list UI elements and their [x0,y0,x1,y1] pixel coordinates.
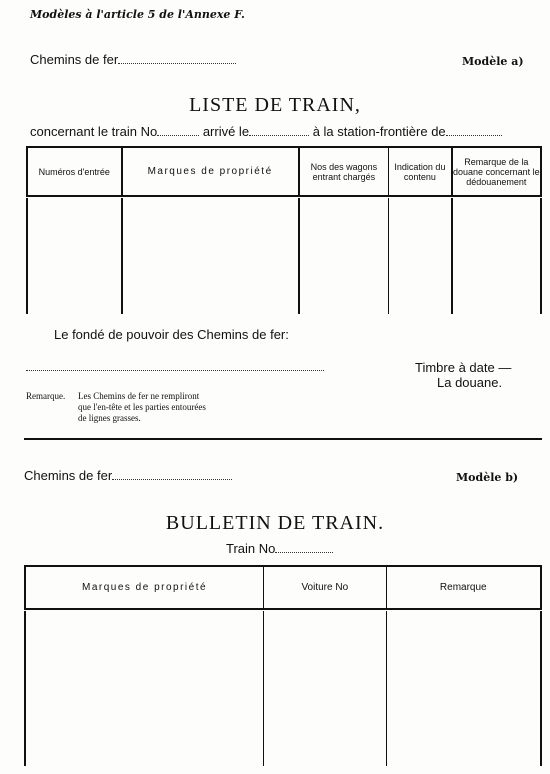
model-a-railways-label: Chemins de fer [30,52,119,67]
col-b-car-number: Voiture No [264,567,387,609]
remark-prefix: Remarque. [26,391,66,401]
proxy-signature-field[interactable] [26,360,324,371]
train-no-field[interactable] [157,125,199,136]
customs-label: La douane. [437,375,503,390]
cell-wagon-numbers[interactable] [299,198,389,314]
col-property-marks: Marques de propriété [122,148,299,196]
col-contents: Indication du contenu [389,148,452,196]
model-a-train-line [30,124,502,139]
cell-customs-remark[interactable] [452,198,541,314]
annex-header: Modèles à l'article 5 de l'Annexe F. [30,8,245,21]
proxy-label: Le fondé de pouvoir des Chemins de fer: [54,327,289,342]
col-b-remark: Remarque [386,567,541,609]
remark-line: que l'en-tête et les parties entourées [78,402,206,412]
model-a-label: Modèle a) [462,55,524,68]
arrived-label: arrivé le [202,124,250,139]
model-b-railways-label: Chemins de fer [24,468,113,483]
cell-property-marks[interactable] [122,198,299,314]
model-b-label: Modèle b) [456,471,519,484]
model-b-train-label: Train No [226,541,276,556]
col-customs-remark: Remarque de la douane concernant le dédouanement [452,148,541,196]
stamp-label: Timbre à date — [415,360,512,375]
train-no-label: concernant le train No [30,124,158,139]
bulletin-de-train-table [24,567,542,766]
station-label: à la station-frontière de [312,124,446,139]
model-b-train-field[interactable] [275,542,333,553]
remark-text [78,391,206,424]
cell-b-remark[interactable] [386,611,541,766]
liste-de-train-table [26,148,542,314]
col-entry-numbers: Numéros d'entrée [27,148,122,196]
arrived-date-field[interactable] [249,125,309,136]
cell-b-property-marks[interactable] [25,611,264,766]
section-divider [24,438,542,440]
model-b-railways-line [24,468,232,483]
col-wagon-numbers: Nos des wagons entrant chargés [299,148,389,196]
remark-line: Les Chemins de fer ne rempliront [78,391,200,401]
station-field[interactable] [446,125,502,136]
model-b-title: BULLETIN DE TRAIN. [165,512,385,534]
cell-entry-numbers[interactable] [27,198,122,314]
model-b-train-line [226,541,333,556]
cell-contents[interactable] [389,198,452,314]
cell-b-car-number[interactable] [264,611,387,766]
remark-line: de lignes grasses. [78,413,141,423]
model-b-railways-field[interactable] [112,469,232,480]
model-a-railways-line [30,52,236,67]
model-a-title: LISTE DE TRAIN, [189,94,361,116]
model-a-railways-field[interactable] [118,53,236,64]
col-b-property-marks: Marques de propriété [25,567,264,609]
